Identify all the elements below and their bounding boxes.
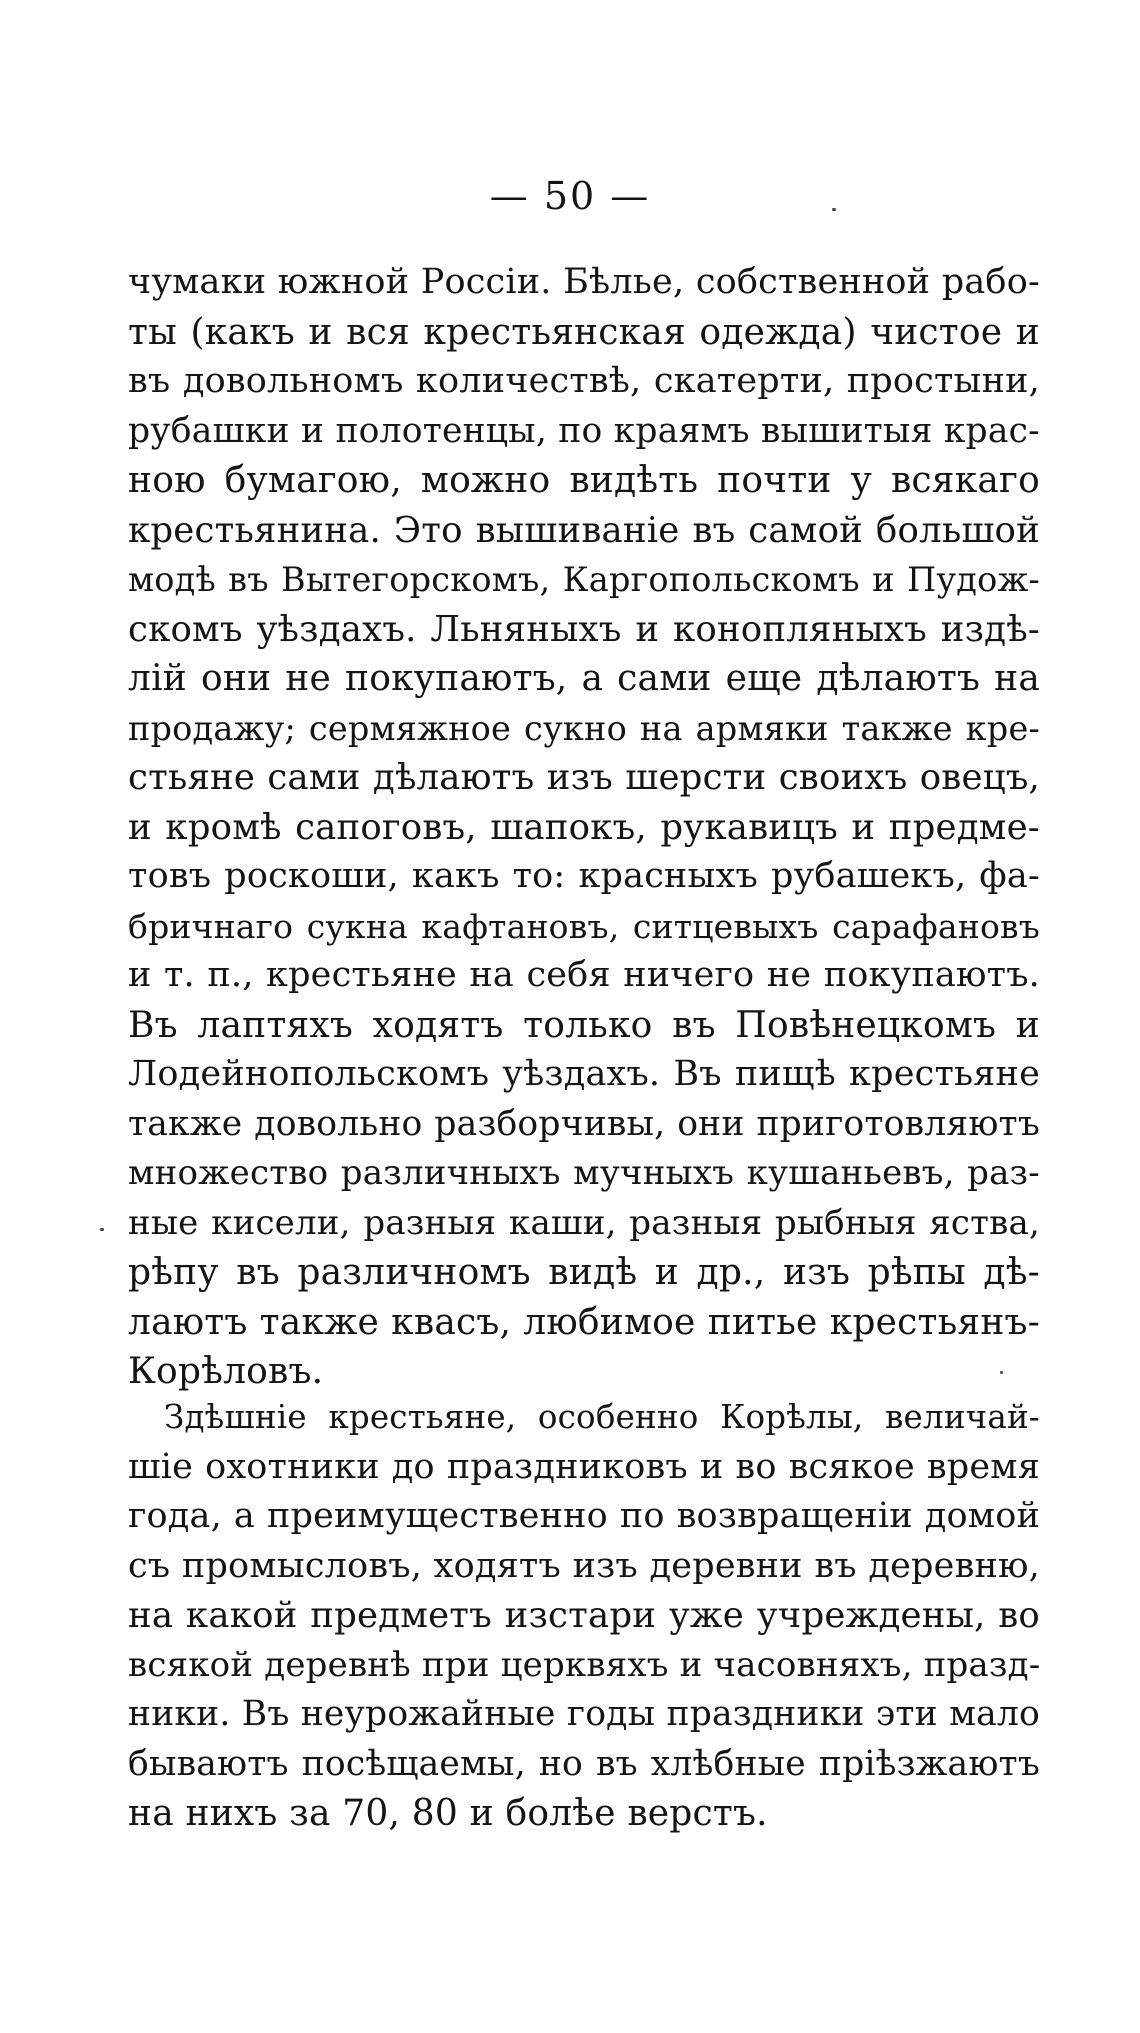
text-line: бричнаго сукна кафтановъ, ситцевыхъ сарафановъ xyxy=(128,906,1040,946)
text-line: Лодейнопольскомъ уѣздахъ. Въ пищѣ крестьяне xyxy=(128,1054,1040,1094)
paragraph-1 xyxy=(128,258,1040,1397)
text-line: шіе охотники до праздниковъ и во всякое время xyxy=(128,1446,1040,1487)
text-line: ники. Въ неурожайные годы праздники эти мало xyxy=(128,1694,1040,1734)
text-line: модѣ въ Вытегорскомъ, Каргопольскомъ и Пудож- xyxy=(128,560,1040,599)
text-line: Здѣшніе крестьяне, особенно Корѣлы, величай- xyxy=(164,1398,1040,1436)
text-line: Въ лаптяхъ ходятъ только въ Повѣнецкомъ и xyxy=(128,1004,1040,1046)
text-line: лаютъ также квасъ, любимое питье крестьянъ- xyxy=(128,1301,1040,1343)
text-line: и кромѣ сапоговъ, шапокъ, рукавицъ и предме- xyxy=(128,806,1040,848)
page-number: — 50 — xyxy=(489,174,651,218)
text-line: чумаки южной Россіи. Бѣлье, собственной рабо- xyxy=(128,262,1040,302)
text-line: также довольно разборчивы, они приготовляютъ xyxy=(128,1103,1040,1144)
text-line: въ довольномъ количествѣ, скатерти, простыни, xyxy=(128,361,1040,401)
text-line: Корѣловъ. xyxy=(128,1351,324,1392)
text-line: ты (какъ и вся крестьянская одежда) чистое и xyxy=(128,311,1040,353)
text-line: бываютъ посѣщаемы, но въ хлѣбные пріѣзжаютъ xyxy=(128,1743,1040,1784)
text-line: скомъ уѣздахъ. Льняныхъ и конопляныхъ издѣ- xyxy=(128,608,1040,650)
text-line: продажу; сермяжное сукно на армяки также кре- xyxy=(128,708,1040,748)
text-line: ные кисели, разныя каши, разныя рыбныя яства, xyxy=(128,1202,1040,1243)
text-line: ною бумагою, можно видѣть почти у всякаго xyxy=(128,460,1040,501)
paragraph-2 xyxy=(128,1393,1040,1839)
text-line: рѣпу въ различномъ видѣ и др., изъ рѣпы дѣ- xyxy=(128,1252,1040,1293)
text-line: рубашки и полотенцы, по краямъ вышитыя крас- xyxy=(128,410,1040,451)
text-line: товъ роскоши, какъ то: красныхъ рубашекъ, фа- xyxy=(128,856,1040,896)
text-line: и т. п., крестьяне на себя ничего не покупаютъ. xyxy=(128,955,1040,995)
text-line: съ промысловъ, ходятъ изъ деревни въ деревню, xyxy=(128,1545,1040,1586)
text-line: на нихъ за 70, 80 и болѣе верстъ. xyxy=(128,1793,768,1834)
text-line: крестьянина. Это вышиваніе въ самой большой xyxy=(128,509,1040,551)
print-speck xyxy=(100,1228,104,1231)
text-line: множество различныхъ мучныхъ кушаньевъ, раз- xyxy=(128,1153,1040,1193)
text-line: стьяне сами дѣлаютъ изъ шерсти своихъ овецъ, xyxy=(128,757,1040,798)
print-speck xyxy=(832,208,836,211)
text-line: года, а преимущественно по возвращеніи домой xyxy=(128,1496,1040,1536)
text-line: на какой предметъ изстари уже учреждены, во xyxy=(128,1595,1040,1636)
text-line: всякой деревнѣ при церквяхъ и часовняхъ, празд- xyxy=(128,1644,1041,1685)
text-line: лій они не покупаютъ, а сами еще дѣлаютъ на xyxy=(128,658,1040,699)
print-speck xyxy=(1000,1371,1003,1374)
